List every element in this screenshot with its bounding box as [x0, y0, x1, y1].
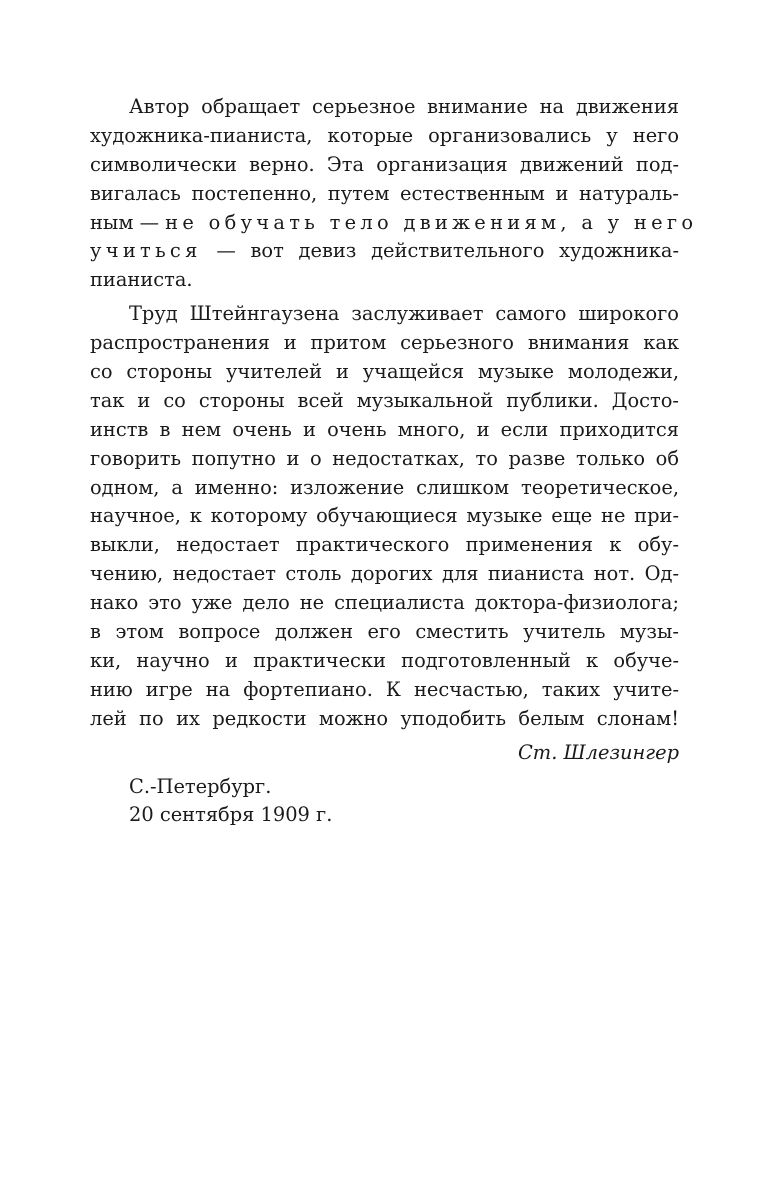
place: С.-Петербург. — [129, 774, 272, 798]
paragraph-1 — [90, 93, 698, 295]
signature: Ст. Шлезингер — [517, 740, 679, 764]
paragraph-1-line-7: пианиста. — [90, 268, 193, 292]
paragraph-1-line-5-emphasis: не обучать тело движениям, а у него — [165, 210, 698, 234]
paragraph-1-line-3: символически верно. Эта организация движений под- — [90, 152, 679, 176]
paragraph-2-line-14: нию игре на фортепиано. К несчастью, таких учите- — [90, 677, 679, 701]
paragraph-2-line-9: выкли, недостает практического применения к обу- — [90, 533, 679, 557]
paragraph-2-line-5: инств в нем очень и очень много, и если приходится — [90, 417, 679, 441]
paragraph-1-line-6 — [90, 237, 679, 266]
paragraph-2-line-7: одном, а именно: изложение слишком теоретическое, — [90, 475, 679, 499]
paragraph-2-line-11: нако это уже дело не специалиста доктора-физиолога; — [90, 591, 679, 615]
paragraph-2-line-8: научное, к которому обучающиеся музыке еще не при- — [90, 504, 679, 528]
paragraph-2-line-3: со стороны учителей и учащейся музыке молодежи, — [90, 360, 679, 384]
page-body — [90, 93, 698, 830]
paragraph-2-line-13: ки, научно и практически подготовленный к обуче- — [90, 648, 679, 672]
paragraph-1-line-5-prefix: ным — — [90, 210, 166, 234]
paragraph-1-line-6-emphasis: учиться — [90, 239, 202, 263]
paragraph-2-line-6: говорить попутно и о недостатках, то разве только об — [90, 446, 679, 470]
paragraph-2-line-10: чению, недостает столь дорогих для пианиста нот. Од- — [90, 562, 679, 586]
paragraph-2-line-12: в этом вопросе должен его сместить учитель музы- — [90, 620, 679, 644]
paragraph-1-line-1: Автор обращает серьезное внимание на движения — [129, 95, 679, 118]
paragraph-2-line-1: Труд Штейнгаузена заслуживает самого широкого — [129, 302, 679, 326]
paragraph-1-line-2: художника-пианиста, которые организовались у него — [90, 123, 679, 147]
paragraph-1-line-6-suffix: — вот девиз действительного художника- — [201, 239, 679, 263]
paragraph-2-line-2: распространения и притом серьезного внимания как — [90, 331, 679, 355]
paragraph-1-line-5 — [90, 209, 698, 238]
paragraph-2-line-4: так и со стороны всей музыкальной публики. Досто- — [90, 388, 679, 412]
paragraph-1-line-4: вигалась постепенно, путем естественным и натураль- — [90, 181, 679, 205]
date: 20 сентября 1909 г. — [129, 803, 333, 827]
paragraph-2-line-15: лей по их редкости можно уподобить белым слонам! — [90, 706, 679, 730]
paragraph-2 — [90, 300, 679, 733]
